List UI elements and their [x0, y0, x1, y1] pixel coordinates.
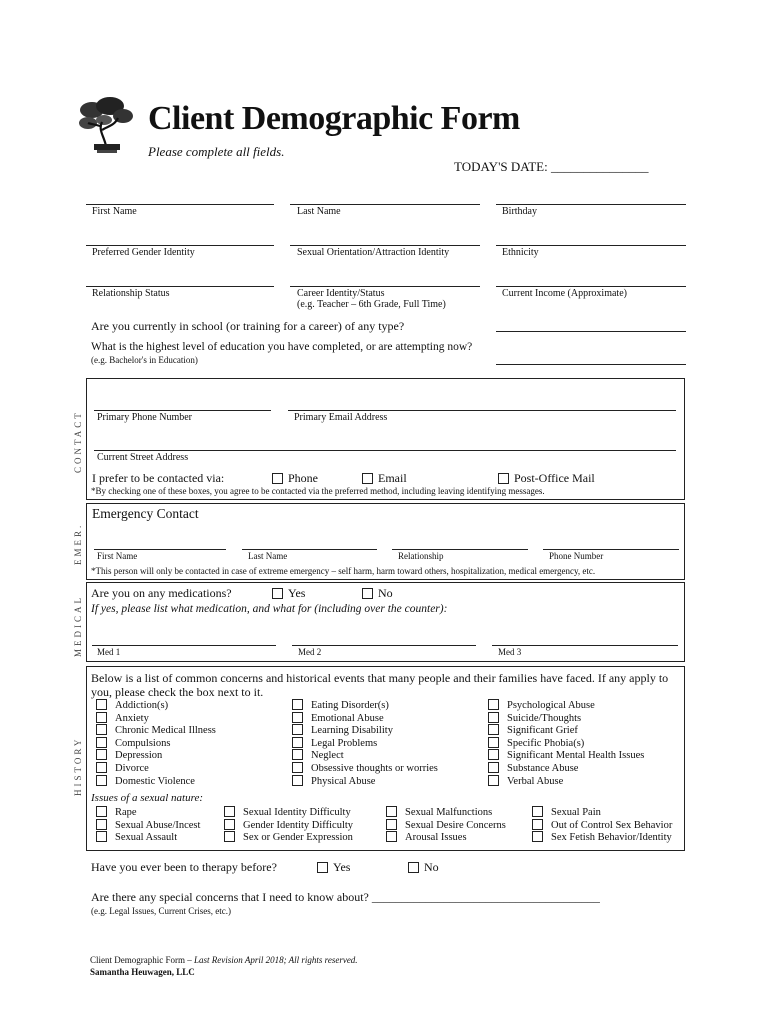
checkbox-icon[interactable] [224, 819, 235, 830]
checkbox-icon[interactable] [408, 862, 419, 873]
checkbox-icon[interactable] [362, 473, 373, 484]
medications-question: Are you on any medications? [91, 586, 232, 600]
history-item[interactable]: Emotional Abuse [292, 713, 438, 726]
history-item[interactable]: Neglect [292, 750, 438, 763]
history-item[interactable]: Depression [96, 750, 216, 763]
contact-preference-label: I prefer to be contacted via: [92, 471, 225, 485]
school-answer-line[interactable] [496, 331, 686, 332]
sexual-issues-title: Issues of a sexual nature: [91, 792, 204, 804]
relationship-status-field[interactable]: Relationship Status [92, 288, 170, 299]
checkbox-icon[interactable] [96, 699, 107, 710]
checkbox-icon[interactable] [292, 749, 303, 760]
checkbox-icon[interactable] [224, 831, 235, 842]
history-column-1 [96, 700, 216, 788]
emergency-contact-title: Emergency Contact [92, 506, 199, 521]
sexual-column-3 [386, 807, 506, 845]
first-name-field[interactable]: First Name [92, 206, 137, 217]
therapy-yes-option[interactable]: Yes [317, 860, 350, 875]
history-item[interactable]: Psychological Abuse [488, 700, 644, 713]
med3-field[interactable]: Med 3 [498, 647, 522, 657]
checkbox-icon[interactable] [488, 762, 499, 773]
medical-side-label: MEDICAL [73, 595, 83, 657]
history-item[interactable]: Sex Fetish Behavior/Identity [532, 832, 672, 845]
checkbox-icon[interactable] [292, 737, 303, 748]
history-item[interactable]: Sexual Desire Concerns [386, 820, 506, 833]
checkbox-icon[interactable] [532, 819, 543, 830]
orientation-field[interactable]: Sexual Orientation/Attraction Identity [297, 247, 450, 258]
history-item[interactable]: Divorce [96, 763, 216, 776]
emergency-note: *This person will only be contacted in case of extreme emergency – self harm, harm toward others, hospitalization, medical emergency, etc. [91, 566, 596, 576]
checkbox-icon[interactable] [292, 712, 303, 723]
checkbox-icon[interactable] [96, 762, 107, 773]
checkbox-icon[interactable] [96, 806, 107, 817]
checkbox-icon[interactable] [317, 862, 328, 873]
history-item[interactable]: Domestic Violence [96, 776, 216, 789]
career-field[interactable]: Career Identity/Status [297, 288, 385, 299]
medications-yes-option[interactable]: Yes [272, 586, 305, 601]
contact-email-option[interactable]: Email [362, 471, 407, 486]
checkbox-icon[interactable] [292, 699, 303, 710]
gender-identity-field[interactable]: Preferred Gender Identity [92, 247, 195, 258]
page-title: Client Demographic Form [148, 100, 520, 137]
sexual-column-2 [224, 807, 353, 845]
history-item[interactable]: Verbal Abuse [488, 776, 644, 789]
checkbox-icon[interactable] [224, 806, 235, 817]
checkbox-icon[interactable] [532, 806, 543, 817]
checkbox-icon[interactable] [292, 775, 303, 786]
therapy-question: Have you ever been to therapy before? [91, 860, 277, 874]
therapy-no-option[interactable]: No [408, 860, 439, 875]
history-column-2 [292, 700, 438, 788]
income-field[interactable]: Current Income (Approximate) [502, 288, 627, 299]
checkbox-icon[interactable] [272, 473, 283, 484]
history-item[interactable]: Legal Problems [292, 738, 438, 751]
footer-company: Samantha Heuwagen, LLC [90, 967, 195, 977]
checkbox-icon[interactable] [362, 588, 373, 599]
history-intro: Below is a list of common concerns and historical events that many people and their families have faced. If any apply to you, please check the box next to it. [91, 671, 669, 699]
history-item[interactable]: Obsessive thoughts or worries [292, 763, 438, 776]
sexual-column-4 [532, 807, 672, 845]
checkbox-icon[interactable] [272, 588, 283, 599]
checkbox-icon[interactable] [96, 749, 107, 760]
bonsai-logo-icon [78, 96, 134, 154]
sexual-column-1 [96, 807, 200, 845]
checkbox-icon[interactable] [386, 819, 397, 830]
medications-followup: If yes, please list what medication, and what for (including over the counter): [91, 603, 448, 615]
birthday-field[interactable]: Birthday [502, 206, 537, 217]
education-hint: (e.g. Bachelor's in Education) [91, 355, 198, 365]
emergency-first-name-field[interactable]: First Name [97, 551, 138, 561]
todays-date-field[interactable]: TODAY'S DATE: _______________ [454, 159, 649, 174]
history-item[interactable]: Sexual Identity Difficulty [224, 807, 353, 820]
checkbox-icon[interactable] [96, 724, 107, 735]
history-item[interactable]: Significant Grief [488, 725, 644, 738]
emergency-last-name-field[interactable]: Last Name [248, 551, 288, 561]
history-item[interactable]: Physical Abuse [292, 776, 438, 789]
ethnicity-field[interactable]: Ethnicity [502, 247, 539, 258]
history-item[interactable]: Learning Disability [292, 725, 438, 738]
history-side-label: HISTORY [73, 736, 83, 796]
history-item[interactable]: Rape [96, 807, 200, 820]
checkbox-icon[interactable] [96, 819, 107, 830]
history-column-3 [488, 700, 644, 788]
checkbox-icon[interactable] [386, 831, 397, 842]
history-item[interactable]: Anxiety [96, 713, 216, 726]
history-item[interactable]: Gender Identity Difficulty [224, 820, 353, 833]
street-address-field[interactable]: Current Street Address [97, 452, 189, 463]
history-item[interactable]: Sexual Pain [532, 807, 672, 820]
medications-no-option[interactable]: No [362, 586, 393, 601]
history-item[interactable]: Sex or Gender Expression [224, 832, 353, 845]
checkbox-icon[interactable] [488, 724, 499, 735]
checkbox-icon[interactable] [96, 831, 107, 842]
contact-mail-option[interactable]: Post-Office Mail [498, 471, 595, 486]
checkbox-icon[interactable] [498, 473, 509, 484]
history-item[interactable]: Arousal Issues [386, 832, 506, 845]
med2-field[interactable]: Med 2 [298, 647, 322, 657]
history-item[interactable]: Sexual Malfunctions [386, 807, 506, 820]
history-item[interactable]: Compulsions [96, 738, 216, 751]
history-item[interactable]: Sexual Abuse/Incest [96, 820, 200, 833]
emergency-side-label: EMER. [73, 522, 83, 565]
contact-phone-option[interactable]: Phone [272, 471, 318, 486]
primary-email-field[interactable]: Primary Email Address [294, 412, 388, 423]
checkbox-icon[interactable] [488, 775, 499, 786]
checkbox-icon[interactable] [96, 775, 107, 786]
checkbox-icon[interactable] [488, 699, 499, 710]
last-name-field[interactable]: Last Name [297, 206, 341, 217]
history-item[interactable]: Sexual Assault [96, 832, 200, 845]
contact-consent-note: *By checking one of these boxes, you agree to be contacted via the preferred method, including leaving identifying messages. [91, 486, 545, 496]
history-item[interactable]: Specific Phobia(s) [488, 738, 644, 751]
history-item[interactable]: Suicide/Thoughts [488, 713, 644, 726]
history-item[interactable]: Significant Mental Health Issues [488, 750, 644, 763]
education-answer-line[interactable] [496, 364, 686, 365]
education-question: What is the highest level of education you have completed, or are attempting now? [91, 341, 473, 353]
checkbox-icon[interactable] [292, 762, 303, 773]
career-hint: (e.g. Teacher – 6th Grade, Full Time) [297, 299, 446, 310]
special-concerns-question[interactable]: Are there any special concerns that I need to know about? ______________________________________ [91, 890, 600, 904]
checkbox-icon[interactable] [386, 806, 397, 817]
med1-field[interactable]: Med 1 [97, 647, 121, 657]
checkbox-icon[interactable] [532, 831, 543, 842]
history-item[interactable]: Chronic Medical Illness [96, 725, 216, 738]
school-question: Are you currently in school (or training for a career) of any type? [91, 319, 405, 333]
checkbox-icon[interactable] [488, 712, 499, 723]
checkbox-icon[interactable] [96, 737, 107, 748]
history-item[interactable]: Substance Abuse [488, 763, 644, 776]
page-subtitle: Please complete all fields. [148, 144, 285, 159]
emergency-phone-field[interactable]: Phone Number [549, 551, 604, 561]
footer-line-1: Client Demographic Form – Last Revision April 2018; All rights reserved. [90, 955, 358, 965]
history-item[interactable]: Addiction(s) [96, 700, 216, 713]
emergency-relationship-field[interactable]: Relationship [398, 551, 444, 561]
checkbox-icon[interactable] [96, 712, 107, 723]
checkbox-icon[interactable] [292, 724, 303, 735]
contact-side-label: CONTACT [73, 410, 83, 473]
history-item[interactable]: Out of Control Sex Behavior [532, 820, 672, 833]
checkbox-icon[interactable] [488, 737, 499, 748]
checkbox-icon[interactable] [488, 749, 499, 760]
history-item[interactable]: Eating Disorder(s) [292, 700, 438, 713]
primary-phone-field[interactable]: Primary Phone Number [97, 412, 192, 423]
special-concerns-hint: (e.g. Legal Issues, Current Crises, etc.) [91, 906, 231, 916]
